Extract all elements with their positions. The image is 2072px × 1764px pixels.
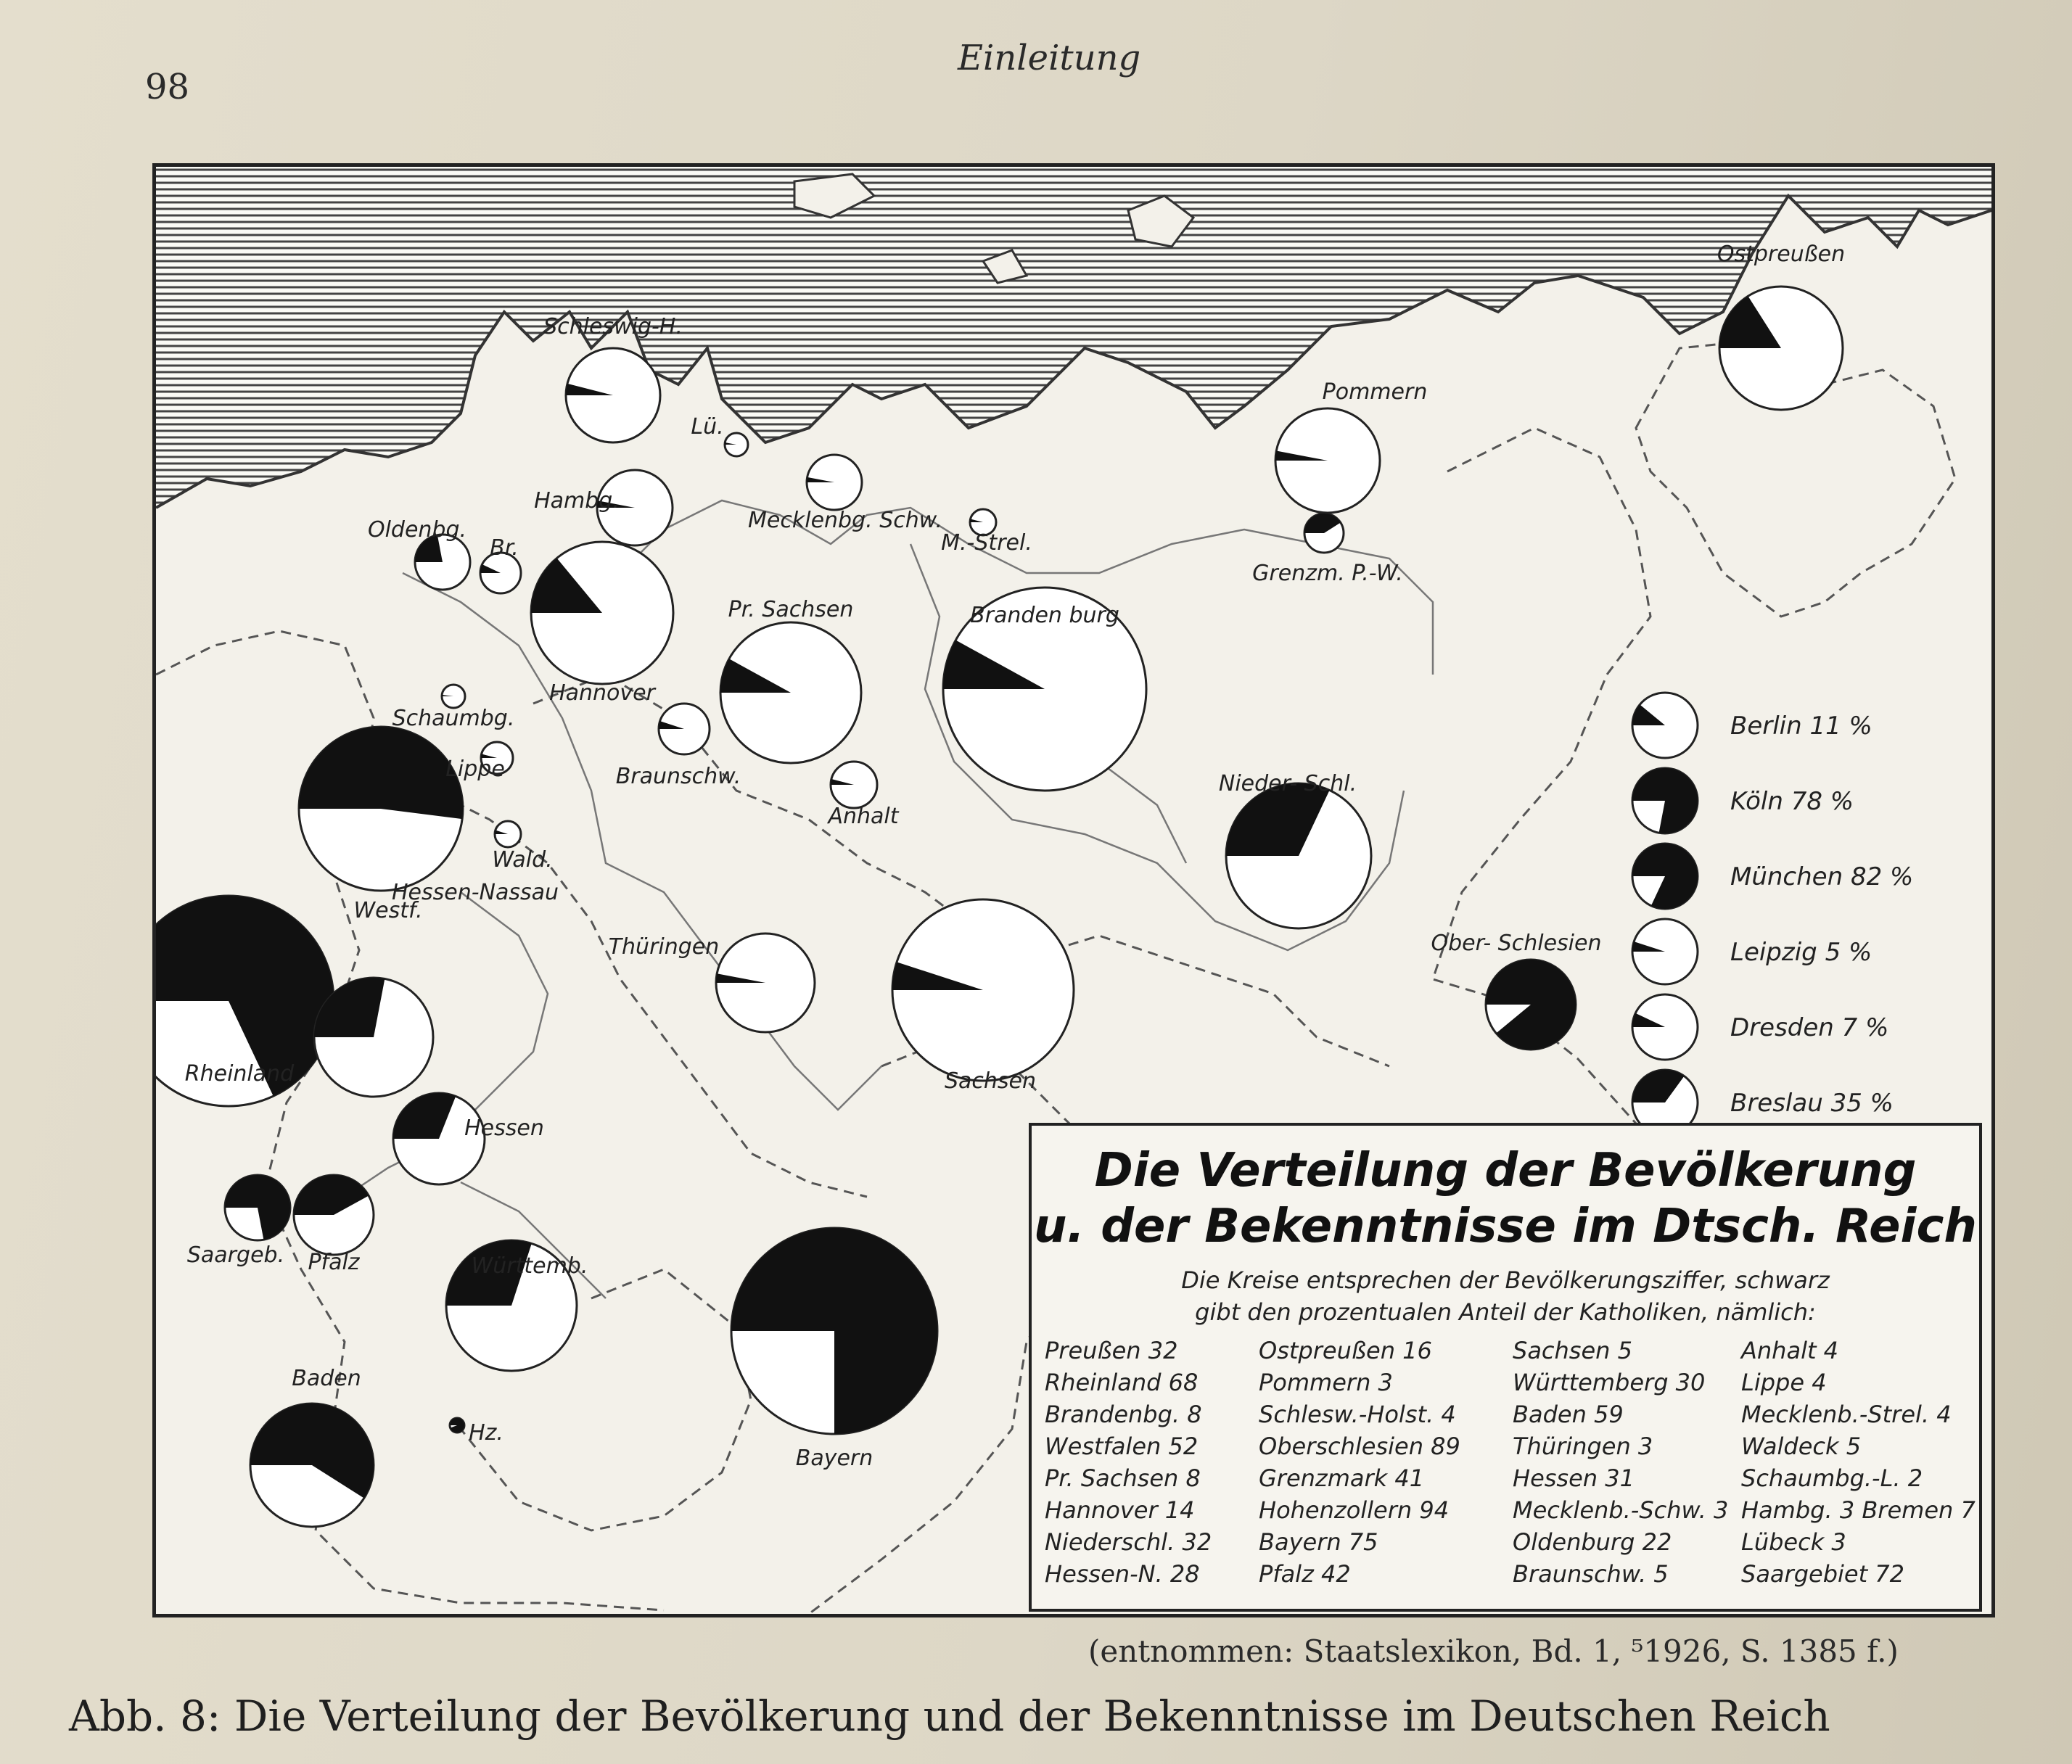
- region-label: Oldenbg.: [367, 517, 467, 543]
- region-label: Anhalt: [828, 804, 899, 829]
- region-pie: [807, 455, 862, 510]
- city-label: Köln 78 %: [1730, 787, 1854, 816]
- legend-entry: Grenzmark 41: [1259, 1464, 1425, 1492]
- city-pie: [1632, 768, 1698, 833]
- region-pie: [415, 535, 470, 590]
- region-pie: [225, 1175, 290, 1240]
- region-label: Ostpreußen: [1717, 242, 1846, 267]
- region-pie: [892, 899, 1074, 1081]
- legend-entry: Ostpreußen 16: [1259, 1337, 1432, 1364]
- region-label: Schaumbg.: [392, 706, 515, 731]
- region-label: Pfalz: [308, 1250, 360, 1275]
- region-pie: [566, 348, 660, 442]
- region-label: Württemb.: [471, 1253, 588, 1279]
- city-label: Breslau 35 %: [1730, 1089, 1894, 1118]
- region-label: Pommern: [1322, 379, 1428, 405]
- region-pie: [659, 704, 710, 754]
- region-label: Wald.: [492, 847, 553, 873]
- region-pie: [831, 762, 877, 808]
- region-pie: [1304, 514, 1344, 553]
- legend-entry: Rheinland 68: [1045, 1369, 1199, 1396]
- region-label: Rheinland: [184, 1061, 295, 1087]
- region-label: Ober- Schlesien: [1431, 931, 1602, 956]
- region-label: Br.: [490, 535, 519, 561]
- legend-entry: Sachsen 5: [1513, 1337, 1632, 1364]
- legend-entry: Pommern 3: [1259, 1369, 1393, 1396]
- region-pie: [1719, 287, 1843, 410]
- legend-subtitle-2: gibt den prozentualen Anteil der Katholiken, nämlich:: [1195, 1298, 1816, 1326]
- city-pie: [1632, 693, 1698, 758]
- city-legend: [1632, 693, 1913, 1135]
- region-label: Westf.: [353, 898, 423, 923]
- region-label: Lü.: [691, 414, 724, 440]
- legend-entry: Hohenzollern 94: [1259, 1496, 1450, 1524]
- region-label: Thüringen: [608, 934, 720, 960]
- region-label: Branden burg: [970, 603, 1119, 628]
- region-label: Bayern: [795, 1446, 873, 1471]
- region-pie: [442, 685, 465, 708]
- legend-entry: Bayern 75: [1259, 1528, 1378, 1556]
- legend-entry: Schaumbg.-L. 2: [1741, 1464, 1923, 1492]
- region-pie-wedge: [299, 727, 463, 819]
- region-pie: [531, 542, 673, 684]
- region-pie: [1275, 408, 1380, 513]
- region-pie: [314, 978, 433, 1097]
- region-pie-wedge: [1486, 960, 1576, 1050]
- region-label: Saargeb.: [186, 1242, 285, 1268]
- region-label: Sachsen: [944, 1068, 1037, 1094]
- legend-entry: Mecklenb.-Strel. 4: [1741, 1401, 1952, 1428]
- region-label: Hessen: [464, 1116, 544, 1141]
- map-svg: [156, 167, 1991, 1614]
- legend-entry: Braunschw. 5: [1513, 1560, 1669, 1588]
- legend-title-1: Die Verteilung der Bevölkerung: [1094, 1144, 1917, 1198]
- legend-subtitle-1: Die Kreise entsprechen der Bevölkerungsziffer, schwarz: [1181, 1266, 1830, 1294]
- region-label: Hannover: [549, 680, 655, 706]
- legend-entry: Waldeck 5: [1741, 1433, 1862, 1460]
- legend-entry: Hambg. 3 Bremen 7: [1741, 1496, 1976, 1524]
- region-label: Grenzm. P.-W.: [1252, 561, 1403, 586]
- legend-entry: Westfalen 52: [1045, 1433, 1199, 1460]
- region-pie-wedge: [450, 1418, 464, 1433]
- city-pie: [1632, 844, 1698, 909]
- legend-entry: Preußen 32: [1045, 1337, 1178, 1364]
- legend-entry: Baden 59: [1513, 1401, 1624, 1428]
- legend-entry: Lübeck 3: [1741, 1528, 1846, 1556]
- legend-entry: Saargebiet 72: [1741, 1560, 1905, 1588]
- region-label: Lippe: [445, 757, 505, 782]
- legend-entry: Württemberg 30: [1513, 1369, 1706, 1396]
- legend-entry: Schlesw.-Holst. 4: [1259, 1401, 1456, 1428]
- legend-entry: Hessen 31: [1513, 1464, 1635, 1492]
- legend-entry: Brandenbg. 8: [1045, 1401, 1202, 1428]
- region-label: Nieder- Schl.: [1218, 771, 1357, 796]
- source-note: (entnommen: Staatslexikon, Bd. 1, ⁵1926, S. 1385 f.): [1088, 1633, 1899, 1669]
- region-label: Hz.: [469, 1420, 503, 1446]
- region-pie: [294, 1175, 374, 1255]
- region-pie: [1226, 783, 1371, 928]
- city-pie: [1632, 994, 1698, 1060]
- legend-entry: Thüringen 3: [1513, 1433, 1653, 1460]
- region-label: Mecklenbg. Schw.: [748, 508, 942, 533]
- legend-entry: Anhalt 4: [1741, 1337, 1839, 1364]
- region-label: Hessen-Nassau: [391, 880, 559, 905]
- region-pie: [720, 622, 861, 763]
- legend-entry: Oberschlesien 89: [1259, 1433, 1460, 1460]
- region-pie: [731, 1228, 937, 1434]
- north-sea-baltic: [156, 167, 1991, 508]
- city-pie: [1632, 919, 1698, 984]
- region-label: Braunschw.: [615, 764, 741, 789]
- legend-title-2: u. der Bekenntnisse im Dtsch. Reich: [1034, 1200, 1977, 1253]
- region-pie: [450, 1418, 464, 1433]
- region-pie: [250, 1404, 374, 1527]
- legend-entry: Oldenburg 22: [1513, 1528, 1672, 1556]
- region-pie: [299, 727, 463, 891]
- city-label: Leipzig 5 %: [1730, 938, 1872, 967]
- region-label: Pr. Sachsen: [728, 597, 854, 622]
- region-label: Schleswig-H.: [543, 314, 683, 339]
- region-pie: [725, 433, 748, 456]
- legend-entry: Niederschl. 32: [1045, 1528, 1212, 1556]
- legend-entry: Hannover 14: [1045, 1496, 1195, 1524]
- legend-box: [1030, 1124, 1981, 1610]
- region-pie: [716, 933, 815, 1032]
- legend-entry: Lippe 4: [1741, 1369, 1827, 1396]
- page-number: 98: [145, 67, 190, 107]
- region-pie: [1486, 960, 1576, 1050]
- city-label: München 82 %: [1730, 862, 1914, 891]
- map-figure: [152, 163, 1995, 1617]
- legend-entry: Hessen-N. 28: [1045, 1560, 1200, 1588]
- region-label: Baden: [292, 1366, 361, 1391]
- legend-entry: Pfalz 42: [1259, 1560, 1351, 1588]
- legend-entry: Mecklenb.-Schw. 3: [1513, 1496, 1729, 1524]
- region-label: Hambg.: [534, 488, 620, 514]
- legend-entry: Pr. Sachsen 8: [1045, 1464, 1201, 1492]
- region-label: M.-Strel.: [941, 530, 1032, 556]
- city-label: Dresden 7 %: [1730, 1013, 1889, 1042]
- figure-caption: Abb. 8: Die Verteilung der Bevölkerung und der Bekenntnisse im Deutschen Reich: [69, 1691, 1830, 1741]
- city-label: Berlin 11 %: [1730, 712, 1872, 741]
- region-pie: [495, 821, 521, 847]
- running-header: Einleitung: [958, 38, 1141, 78]
